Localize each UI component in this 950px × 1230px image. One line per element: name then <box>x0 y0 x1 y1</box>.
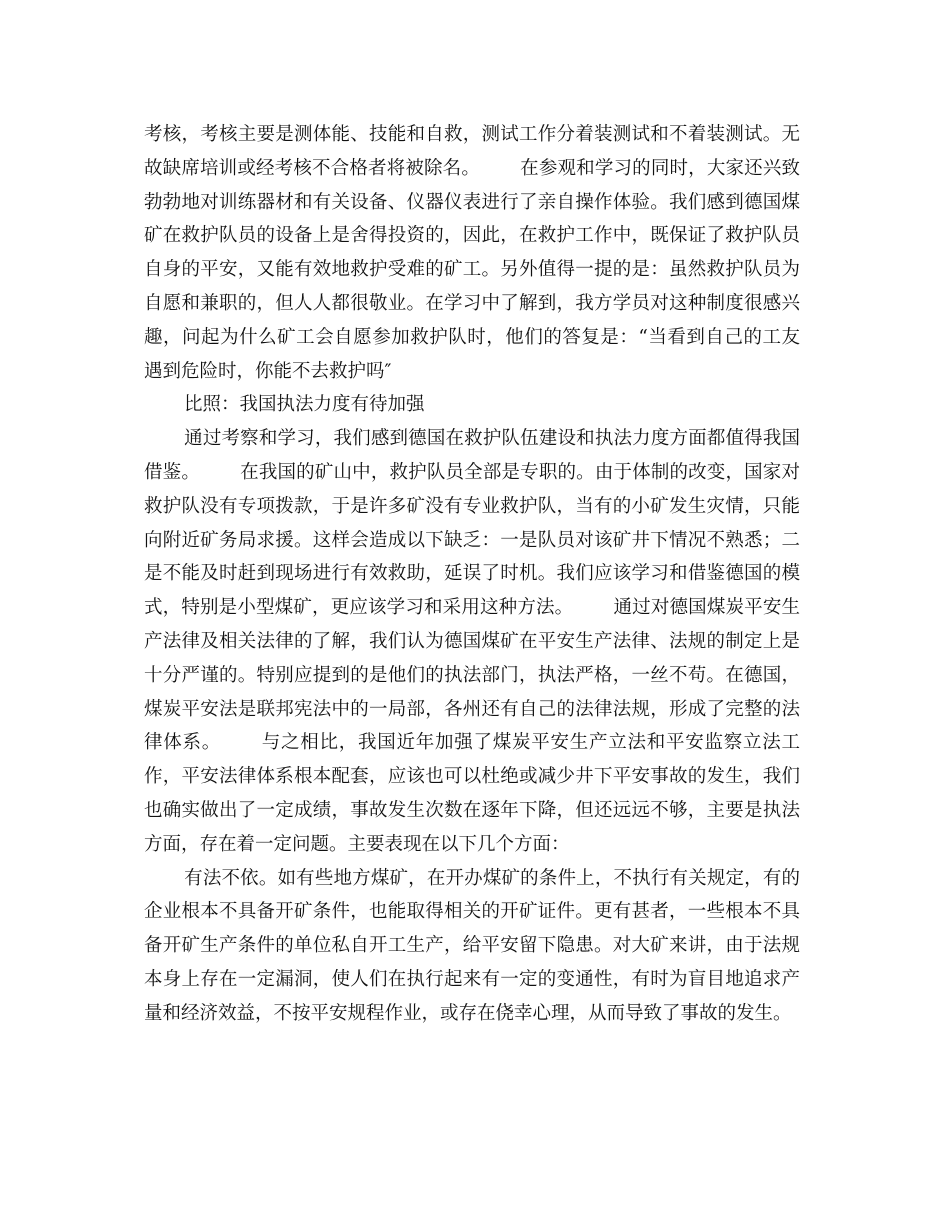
section-heading-comparison <box>144 388 800 422</box>
text-segment: 通过对德国煤炭平安生产法律及相关法律的了解，我们认为德国煤矿在平安生产法律、法规的制定上是十分严谨的。特别应提到的是他们的执法部门，执法严格，一丝不苟。在德国，煤炭平安法是联邦宪法中的一局部，各州还有自己的法律法规，形成了完整的法律体系。 <box>144 597 800 754</box>
text-segment: 考核，考核主要是测体能、技能和自救，测试工作分着装测试和不着装测试。无故缺席培训或经考核不合格者将被除名。 <box>144 124 800 179</box>
paragraph-law-not-followed <box>144 862 800 1031</box>
paragraph-rescue-assessment <box>144 118 800 388</box>
text-segment: 通过考察和学习，我们感到德国在救护队伍建设和执法力度方面都值得我国借鉴。 <box>144 428 800 483</box>
heading-text: 比照：我国执法力度有待加强 <box>184 394 425 416</box>
document-page <box>144 118 800 1031</box>
paragraph-china-rescue <box>144 422 800 861</box>
text-segment: 有法不依。如有些地方煤矿，在开办煤矿的条件上，不执行有关规定，有的企业根本不具备开矿条件，也能取得相关的开矿证件。更有甚者，一些根本不具备开矿生产条件的单位私自开工生产，给平安留下隐患。对大矿来讲，由于法规本身上存在一定漏洞，使人们在执行起来有一定的变通性，有时为盲目地追求产量和经济效益，不按平安规程作业，或存在侥幸心理，从而导致了事故的发生。 <box>144 867 800 1024</box>
text-segment: 在参观和学习的同时，大家还兴致勃勃地对训练器材和有关设备、仪器仪表进行了亲自操作体验。我们感到德国煤矿在救护队员的设备上是舍得投资的，因此，在救护工作中，既保证了救护队员自身的平安，又能有效地救护受难的矿工。另外值得一提的是：虽然救护队员为自愿和兼职的，但人人都很敬业。在学习中了解到，我方学员对这种制度很感兴趣，问起为什么矿工会自愿参加救护队时，他们的答复是：“当看到自己的工友遇到危险时，你能不去救护吗″ <box>144 157 800 382</box>
text-segment: 与之相比，我国近年加强了煤炭平安生产立法和平安监察立法工作，平安法律体系根本配套，应该也可以杜绝或减少井下平安事故的发生，我们也确实做出了一定成绩，事故发生次数在逐年下降，但还远远不够，主要是执法方面，存在着一定问题。主要表现在以下几个方面： <box>144 732 800 855</box>
text-segment: 在我国的矿山中，救护队员全部是专职的。由于体制的改变，国家对救护队没有专项拨款，于是许多矿没有专业救护队，当有的小矿发生灾情，只能向附近矿务局求援。这样会造成以下缺乏：一是队员对该矿井下情况不熟悉；二是不能及时赶到现场进行有效救助，延误了时机。我们应该学习和借鉴德国的模式，特别是小型煤矿，更应该学习和采用这种方法。 <box>144 461 800 619</box>
